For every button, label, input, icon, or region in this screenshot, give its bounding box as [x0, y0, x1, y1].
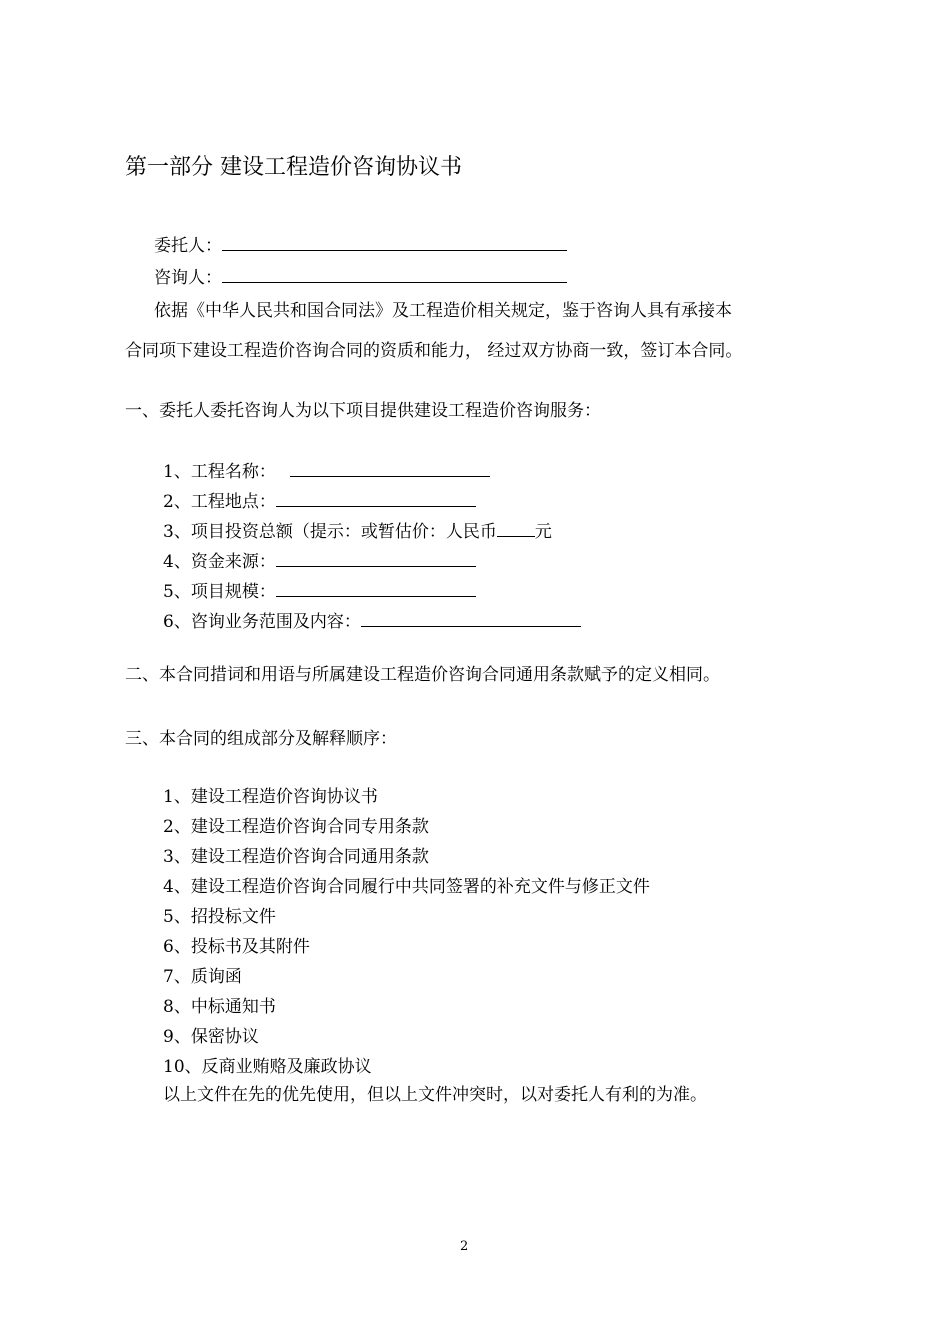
- preamble-line-1: 依据《中华人民共和国合同法》及工程造价相关规定，鉴于咨询人具有承接本: [154, 301, 732, 321]
- project-scale-blank[interactable]: [276, 578, 476, 597]
- client-blank[interactable]: [222, 232, 567, 251]
- project-scale-field: [163, 578, 476, 603]
- fund-source-blank[interactable]: [276, 548, 476, 567]
- list-item: 10、反商业贿赂及廉政协议: [163, 1057, 372, 1077]
- preamble-line-2: 合同项下建设工程造价咨询合同的资质和能力， 经过双方协商一致，签订本合同。: [125, 341, 743, 361]
- closing-note: 以上文件在先的优先使用，但以上文件冲突时，以对委托人有利的为准。: [163, 1085, 707, 1105]
- consultant-field: [154, 264, 567, 289]
- list-item-label: 4、资金来源：: [163, 552, 276, 572]
- service-scope-blank[interactable]: [361, 608, 581, 627]
- list-item: 3、建设工程造价咨询合同通用条款: [163, 847, 429, 867]
- list-item: 5、招投标文件: [163, 907, 276, 927]
- page-number: 2: [460, 1239, 469, 1254]
- list-item: 8、中标通知书: [163, 997, 276, 1017]
- consultant-blank[interactable]: [222, 264, 567, 283]
- list-item: 6、投标书及其附件: [163, 937, 310, 957]
- currency-unit: 元: [534, 522, 552, 542]
- list-item-label: 2、工程地点：: [163, 492, 276, 512]
- consultant-label: 咨询人：: [154, 268, 222, 288]
- investment-amount-blank[interactable]: [497, 518, 535, 537]
- list-item-label: 1、工程名称：: [163, 462, 276, 482]
- list-item-label: 6、咨询业务范围及内容：: [163, 612, 361, 632]
- list-item: 4、建设工程造价咨询合同履行中共同签署的补充文件与修正文件: [163, 877, 650, 897]
- project-location-field: [163, 488, 476, 513]
- section2-heading: 二、本合同措词和用语与所属建设工程造价咨询合同通用条款赋予的定义相同。: [125, 665, 720, 685]
- client-field: [154, 232, 567, 257]
- project-name-blank[interactable]: [290, 458, 490, 477]
- project-name-field: [163, 458, 490, 483]
- list-item-label: 3、项目投资总额（提示：或暂估价：人民币: [163, 522, 497, 542]
- investment-field: [163, 518, 552, 543]
- service-scope-field: [163, 608, 581, 633]
- section1-heading: 一、委托人委托咨询人为以下项目提供建设工程造价咨询服务：: [125, 401, 601, 421]
- client-label: 委托人：: [154, 236, 222, 256]
- list-item: 9、保密协议: [163, 1027, 259, 1047]
- section3-heading: 三、本合同的组成部分及解释顺序：: [125, 729, 397, 749]
- fund-source-field: [163, 548, 476, 573]
- list-item: 2、建设工程造价咨询合同专用条款: [163, 817, 429, 837]
- page-title: 第一部分 建设工程造价咨询协议书: [125, 155, 462, 180]
- list-item: 1、建设工程造价咨询协议书: [163, 787, 378, 807]
- list-item: 7、质询函: [163, 967, 242, 987]
- list-item-label: 5、项目规模：: [163, 582, 276, 602]
- project-location-blank[interactable]: [276, 488, 476, 507]
